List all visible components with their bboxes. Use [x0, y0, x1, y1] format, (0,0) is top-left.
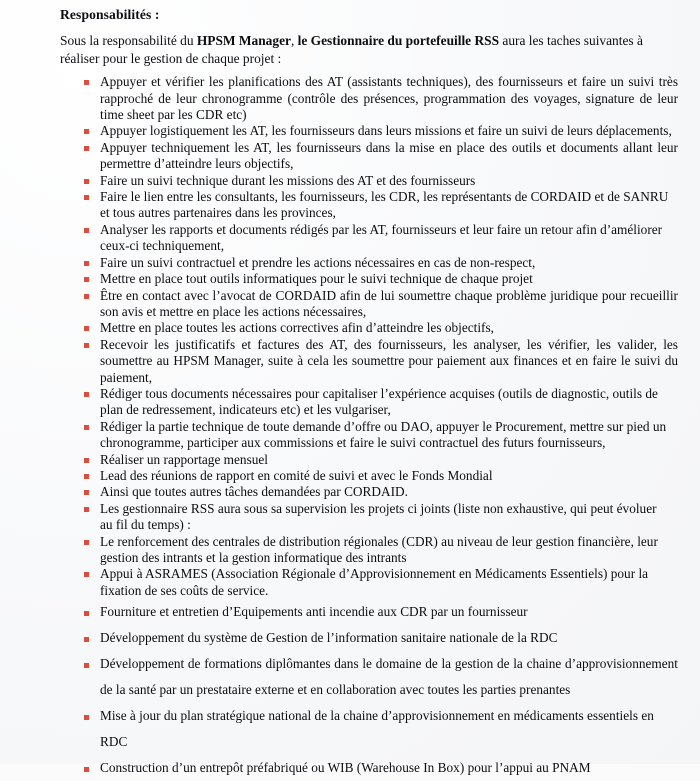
- square-bullet-icon: [84, 458, 89, 463]
- list-item-label: Construction d’un entrepôt préfabriqué ou WIB (Warehouse In Box) pour l’appui au PNAM: [100, 759, 591, 775]
- list-item: [60, 140, 678, 173]
- square-bullet-icon: [84, 277, 89, 282]
- square-bullet-icon: [84, 637, 89, 642]
- list-item: [60, 625, 678, 651]
- responsibilities-list-loose: [60, 599, 678, 780]
- intro-text-before: Sous la responsabilité du: [60, 33, 197, 49]
- list-item-label: Développement de formations diplômantes dans le domaine de la gestion de la chaine d’approvisionnement de la santé par un prestataire externe et en collaboration avec toutes les parties prenantes: [100, 656, 678, 697]
- intro-bold-gestionnaire: le Gestionnaire du portefeuille RSS: [297, 33, 500, 49]
- list-item-label: Faire le lien entre les consultants, les fournisseurs, les CDR, les représentants de CORDAID et de SANRU et tous autres partenaires dans les provinces,: [100, 189, 669, 221]
- list-item-label: Faire un suivi contractuel et prendre les actions nécessaires en cas de non-respect,: [100, 254, 536, 270]
- list-item-label: Appuyer techniquement les AT, les fournisseurs dans la mise en place des outils et documents allant leur permettre d’atteindre leurs objectifs,: [100, 139, 678, 172]
- list-item: [60, 484, 678, 500]
- list-item: [60, 320, 678, 336]
- list-item-label: Faire un suivi technique durant les missions des AT et des fournisseurs: [100, 172, 476, 188]
- square-bullet-icon: [84, 146, 89, 151]
- square-bullet-icon: [84, 572, 89, 577]
- square-bullet-icon: [84, 261, 89, 266]
- list-item-label: Appui à ASRAMES (Association Régionale d’Approvisionnement en Médicaments Essentiels) pour la fixation de ses coûts de service.: [100, 566, 649, 598]
- square-bullet-icon: [84, 129, 89, 134]
- list-item: [60, 173, 678, 189]
- list-item: [60, 599, 678, 625]
- list-item: [60, 452, 678, 468]
- list-item-label: Appuyer et vérifier les planifications des AT (assistants techniques), des fournisseurs et faire un suivi très rapproché de leur chronogramme (contrôle des présences, programmation des voyages, signature de leur time sheet par les CDR etc): [100, 74, 678, 123]
- square-bullet-icon: [84, 425, 89, 430]
- list-item-label: Le renforcement des centrales de distribution régionales (CDR) au niveau de leur gestion financière, leur gestion des intrants et la gestion informatique des intrants: [100, 533, 658, 566]
- list-item-label: Recevoir les justificatifs et factures des AT, des fournisseurs, les analyser, les vérifier, les valider, les soumettre au HPSM Manager, suite à cela les soumettre pour paiement aux finances et en faire le suivi du paiement,: [100, 336, 678, 385]
- square-bullet-icon: [84, 474, 89, 479]
- list-item-label: Fourniture et entretien d’Equipements anti incendie aux CDR par un fournisseur: [100, 604, 528, 620]
- list-item: [60, 534, 678, 567]
- square-bullet-icon: [84, 715, 89, 720]
- square-bullet-icon: [84, 326, 89, 331]
- square-bullet-icon: [84, 294, 89, 299]
- square-bullet-icon: [84, 611, 89, 616]
- list-item-label: Réaliser un rapportage mensuel: [100, 451, 268, 467]
- square-bullet-icon: [84, 228, 89, 233]
- list-item: [60, 123, 678, 139]
- square-bullet-icon: [84, 179, 89, 184]
- page-title: Responsabilités :: [60, 7, 160, 22]
- list-item: [60, 651, 678, 703]
- list-item-label: Mise à jour du plan stratégique national de la chaine d’approvisionnement en médicaments essentiels en RDC: [100, 707, 654, 749]
- list-item-label: Mettre en place tout outils informatiques pour le suivi technique de chaque projet: [100, 271, 533, 287]
- square-bullet-icon: [84, 663, 89, 668]
- list-item-label: Mettre en place toutes les actions correctives afin d’atteindre les objectifs,: [100, 320, 494, 336]
- intro-bold-hpsm-manager: HPSM Manager: [196, 33, 291, 49]
- square-bullet-icon: [84, 490, 89, 495]
- list-item: [60, 703, 678, 755]
- list-item: [60, 337, 678, 386]
- list-item: [60, 755, 678, 781]
- square-bullet-icon: [84, 767, 89, 772]
- intro-paragraph: [60, 32, 675, 67]
- square-bullet-icon: [84, 80, 89, 85]
- list-item-label: Analyser les rapports et documents rédigés par les AT, fournisseurs et leur faire un retour afin d’améliorer ceux-ci techniquement,: [100, 221, 663, 254]
- list-item-label: Être en contact avec l’avocat de CORDAID afin de lui soumettre chaque problème juridique pour recueillir son avis et mettre en place les actions nécessaires,: [100, 287, 678, 319]
- list-item: [60, 566, 678, 599]
- intro-text-after: aura les taches suivantes à réaliser pour le gestion de chaque projet :: [60, 33, 643, 66]
- list-item-label: Ainsi que toutes autres tâches demandées par CORDAID.: [100, 484, 408, 500]
- list-item: [60, 468, 678, 484]
- list-item: [60, 386, 678, 419]
- square-bullet-icon: [84, 392, 89, 397]
- list-item-label: Rédiger tous documents nécessaires pour capitaliser l’expérience acquises (outils de diagnostic, outils de plan de redressement, indicateurs etc) et les vulgariser,: [100, 385, 658, 418]
- list-item: [60, 501, 660, 534]
- list-item: [60, 74, 678, 123]
- square-bullet-icon: [84, 540, 89, 545]
- intro-text-between: ,: [290, 33, 298, 49]
- square-bullet-icon: [84, 343, 89, 348]
- list-item: [60, 255, 678, 271]
- square-bullet-icon: [84, 195, 89, 200]
- list-item: [60, 419, 678, 452]
- list-item-label: Appuyer logistiquement les AT, les fournisseurs dans leurs missions et faire un suivi de leurs déplacements,: [100, 123, 672, 139]
- list-item-label: Rédiger la partie technique de toute demande d’offre ou DAO, appuyer le Procurement, mettre sur pied un chronogramme, participer aux commissions et faire le suivi contractuel des futurs fournisseurs,: [100, 418, 667, 451]
- list-item-label: Les gestionnaire RSS aura sous sa supervision les projets ci joints (liste non exhaustive, qui peut évoluer au fil du temps) :: [100, 500, 657, 533]
- list-item-label: Lead des réunions de rapport en comité de suivi et avec le Fonds Mondial: [100, 467, 493, 483]
- list-item: [60, 288, 678, 321]
- list-item-label: Développement du système de Gestion de l’information sanitaire nationale de la RDC: [100, 630, 558, 646]
- list-item: [60, 189, 678, 222]
- responsibilities-list-tight: [60, 74, 678, 599]
- list-item: [60, 271, 678, 287]
- list-item: [60, 222, 678, 255]
- square-bullet-icon: [84, 507, 89, 512]
